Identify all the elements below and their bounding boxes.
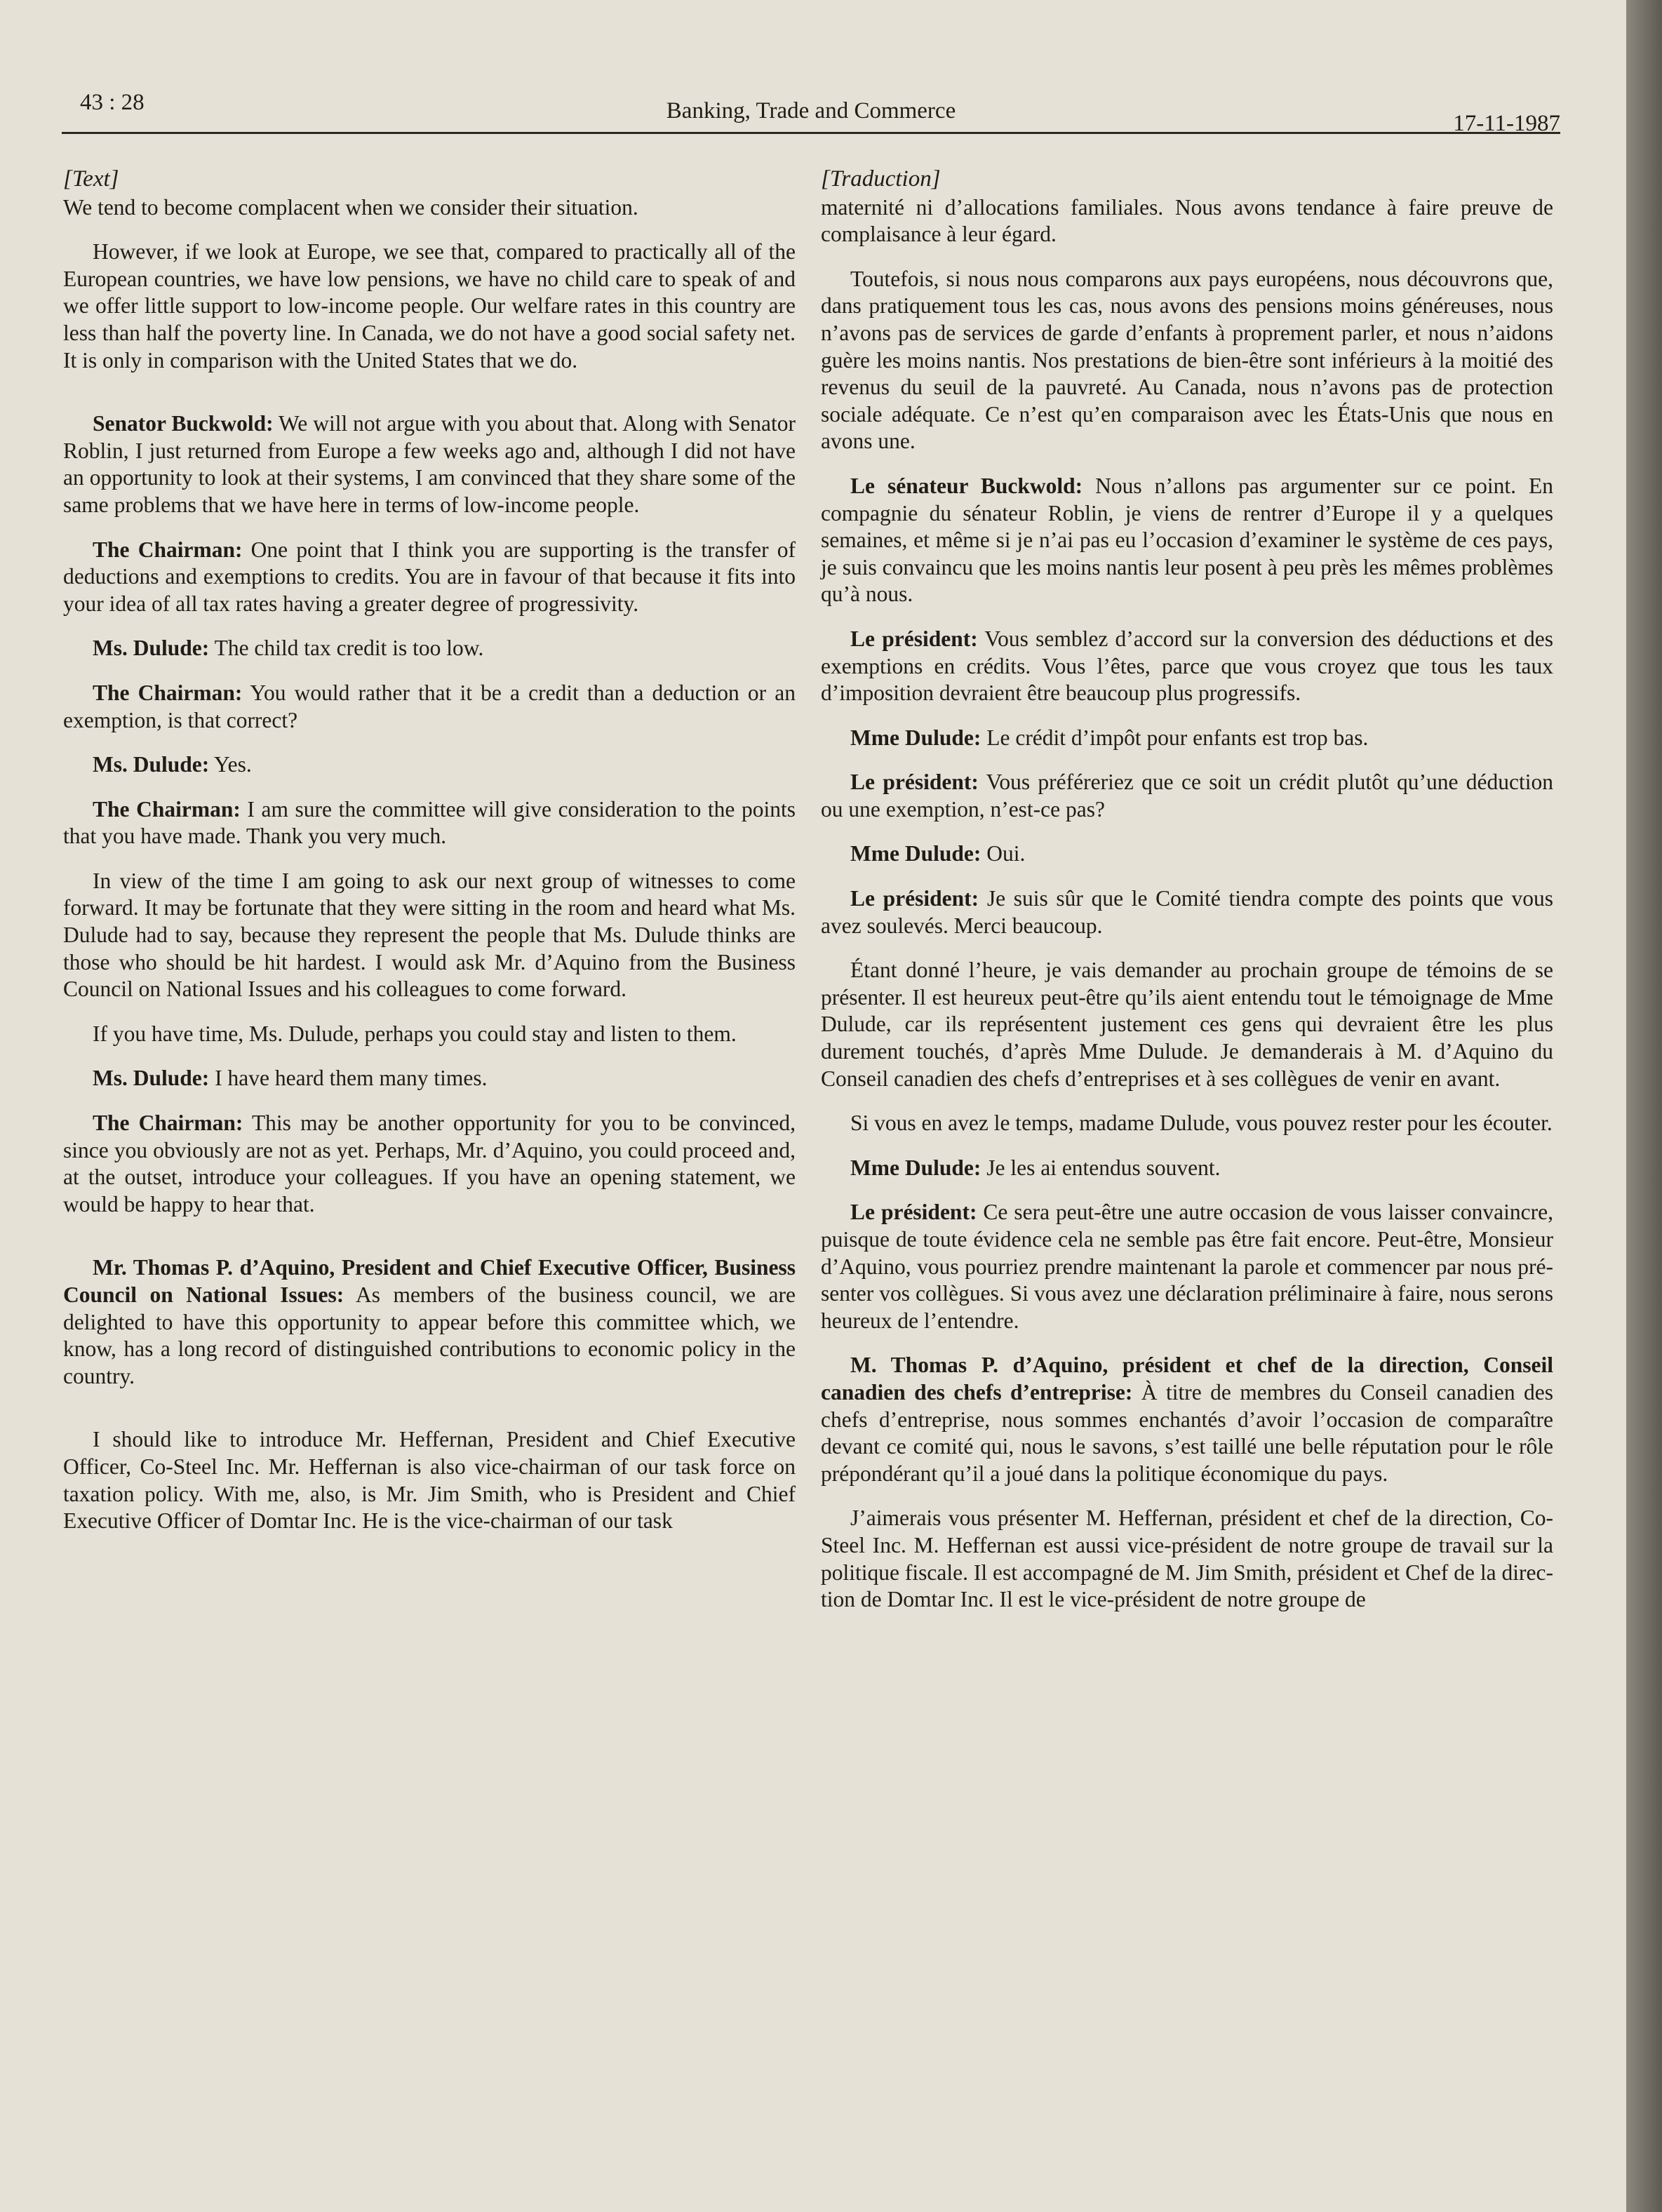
language-label: [Traduction] [821,166,941,192]
speaker-name: Ms. Dulude: [93,1066,210,1091]
speaker-name: M. Thomas P. d’Aquino, président et chef de la direction, Conseil canadien des chefs d’entreprise: [821,1353,1553,1405]
header-rule [62,132,1560,134]
paragraph: J’aimerais vous présenter M. Heffernan, président et chef de la direction, Co-Steel Inc. M. Heffernan est aussi vice-président de notre groupe de travail sur la politique fiscale. Il est accompagné de M. Jim Smith, président et Chef de la direction de Domtar Inc. Il est le vice-président de notre groupe de [821,1506,1553,1612]
speaker-paragraph: Mr. Thomas P. d’Aquino, President and Chief Executive Officer, Business Council on National Issues: As members of the business council, we are delighted to have this opportunity to appear before this committee which, we know, has a long record of distinguished contributions to economic policy in the country. [63,1255,796,1388]
page-binding-shadow [1626,0,1662,2212]
speaker-paragraph: The Chairman: This may be another opportunity for you to be convinced, since you obviously are not as yet. Perhaps, Mr. d’Aquino, you could proceed and, at the outset, introduce your colleagues. If you have an opening statement, we would be happy to hear that. [63,1111,796,1216]
page-number: 43 : 28 [80,90,145,115]
speaker-name: Le président: [850,886,979,911]
speaker-paragraph: Mme Dulude: Oui. [850,841,1026,866]
paragraph: I should like to introduce Mr. Heffernan, President and Chief Executive Officer, Co-Steel Inc. Mr. Heffernan is also vice-chairman of our task force on taxation policy. With me, also, is Mr. Jim Smith, who is President and Chief Executive Officer of Domtar Inc. He is the vice-chairman of our task [63,1427,796,1534]
paragraph: In view of the time I am going to ask our next group of witnesses to come forward. It may be fortunate that they were sitting in the room and heard what Ms. Dulude had to say, because they represent the people that Ms. Dulude thinks are those who should be hit hardest. I would ask Mr. d’Aquino from the Business Council on National Issues and his colleagues to come forward. [63,868,796,1002]
speaker-paragraph: Ms. Dulude: Yes. [93,752,252,777]
speaker-paragraph: M. Thomas P. d’Aquino, président et chef de la direction, Conseil canadien des chefs d’entreprise: À titre de membres du Conseil canadien des chefs d’entreprise, nous sommes enchantés d’avoir l’occasion de comparaître devant ce comité qui, nous le savons, s’est taillé une belle réputation pour le rôle prépondérant qu’il a joué dans la politique économique du pays. [821,1353,1553,1486]
speaker-paragraph: Ms. Dulude: The child tax credit is too low. [93,636,484,661]
speaker-name: Ms. Dulude: [93,636,210,661]
sitting-date: 17-11-1987 [1453,111,1560,136]
speaker-name: Ms. Dulude: [93,752,210,777]
speaker-name: Mme Dulude: [850,725,981,750]
french-column [821,166,1553,1631]
speaker-name: The Chairman: [93,680,243,705]
speaker-name: The Chairman: [93,1111,243,1136]
speaker-paragraph: Mme Dulude: Je les ai entendus souvent. [850,1155,1221,1180]
language-label: [Text] [63,166,119,192]
speaker-paragraph: Ms. Dulude: I have heard them many times. [93,1066,488,1091]
speaker-name: Le président: [850,626,978,651]
paragraph: We tend to become complacent when we consider their situation. [63,194,638,220]
paragraph: Étant donné l’heure, je vais demander au prochain groupe de témoins de se présenter. Il est heureux peut-être qu’ils aient entendu tout le témoignage de Mme Dulude, car ils représentent justement ces gens qui devraient être les plus durement touchés, d’après Mme Dulude. Je demanderais à M. d’Aquino du Conseil canadien des chefs d’entreprises et à ses collègues de venir en avant. [821,958,1553,1091]
speaker-name: Le président: [850,1200,977,1225]
speaker-name: Mr. Thomas P. d’Aquino, President and Chief Executive Officer, Business Council on National Issues: [63,1255,796,1307]
paragraph: maternité ni d’allocations familiales. Nous avons tendance à faire preuve de complaisance à leur égard. [821,194,1553,247]
speaker-paragraph: Le président: Ce sera peut-être une autre occasion de vous laisser convaincre, puisque de toute évidence cela ne semble pas être fait encore. Peut-être, Monsieur d’Aquino, vous pourriez prendre maintenant la parole et commencer par nous présenter vos collègues. Si vous avez une déclaration préliminaire à faire, nous serons heureux de l’entendre. [821,1200,1553,1333]
paragraph: Toutefois, si nous nous comparons aux pays européens, nous découvrons que, dans pratiquement tous les cas, nous avons des pensions moins généreuses, nous n’avons pas de services de garde d’enfants à proprement parler, et nous n’aidons guère les moins nantis. Nos prestations de bien-être sont inférieurs à la moitié des revenus du seuil de la pauvreté. Au Canada, nous n’avons pas de protection sociale adéquate. Ce n’est qu’en comparaison avec les États-Unis que nous en avons une. [821,266,1553,454]
speaker-name: Mme Dulude: [850,1155,981,1180]
speaker-name: The Chairman: [93,796,241,822]
speaker-paragraph: The Chairman: I am sure the committee will give consideration to the points that you have made. Thank you very much. [63,796,796,849]
page-header [62,83,1560,136]
paragraph: However, if we look at Europe, we see that, compared to practically all of the European countries, we have low pensions, we have no child care to speak of and we offer little support to low-income people. Our welfare rates in this country are less than half the poverty line. In Canada, we do not have a good social safety net. It is only in comparison with the United States that we do. [63,239,796,373]
speaker-name: Le sénateur Buckwold: [850,473,1083,498]
speaker-paragraph: Le président: Je suis sûr que le Comité tiendra compte des points que vous avez soulevés. Merci beaucoup. [821,886,1553,938]
speaker-paragraph: Mme Dulude: Le crédit d’impôt pour enfants est trop bas. [850,725,1369,750]
speaker-paragraph: Senator Buckwold: We will not argue with you about that. Along with Senator Roblin, I just returned from Europe a few weeks ago and, although I did not have an opportunity to look at their systems, I am convinced that they share some of the same problems that we have here in terms of low-income people. [63,411,796,517]
english-column [63,166,796,1553]
speaker-paragraph: Le sénateur Buckwold: Nous n’allons pas argumenter sur ce point. En compagnie du sénateur Roblin, je viens de rentrer d’Europe il y a quelques semaines, et même si je n’ai pas eu l’occasion d’examiner le système de ces pays, je suis convaincu que les moins nantis leur posent à peu près les mêmes problèmes qu’à nous. [821,473,1553,607]
speaker-name: Mme Dulude: [850,841,981,866]
speaker-name: Senator Buckwold: [93,411,274,436]
speaker-name: The Chairman: [93,537,243,562]
paragraph: If you have time, Ms. Dulude, perhaps you could stay and listen to them. [93,1021,737,1046]
speaker-paragraph: The Chairman: You would rather that it be a credit than a deduction or an exemption, is that correct? [63,680,796,732]
speaker-paragraph: Le président: Vous préféreriez que ce soit un crédit plutôt qu’une déduction ou une exemption, n’est-ce pas? [821,770,1553,822]
speaker-paragraph: The Chairman: One point that I think you are supporting is the transfer of deductions and exemptions to credits. You are in favour of that because it fits into your idea of all tax rates having a greater degree of progressivity. [63,537,796,616]
speaker-paragraph: Le président: Vous semblez d’accord sur la conversion des déductions et des exemptions en crédits. Vous l’êtes, parce que vous croyez que tous les taux d’imposition devraient être beaucoup plus progressifs. [821,626,1554,706]
speaker-name: Le président: [850,770,979,795]
running-title: Banking, Trade and Commerce [666,98,956,123]
paragraph: Si vous en avez le temps, madame Dulude, vous pouvez rester pour les écouter. [850,1111,1553,1136]
